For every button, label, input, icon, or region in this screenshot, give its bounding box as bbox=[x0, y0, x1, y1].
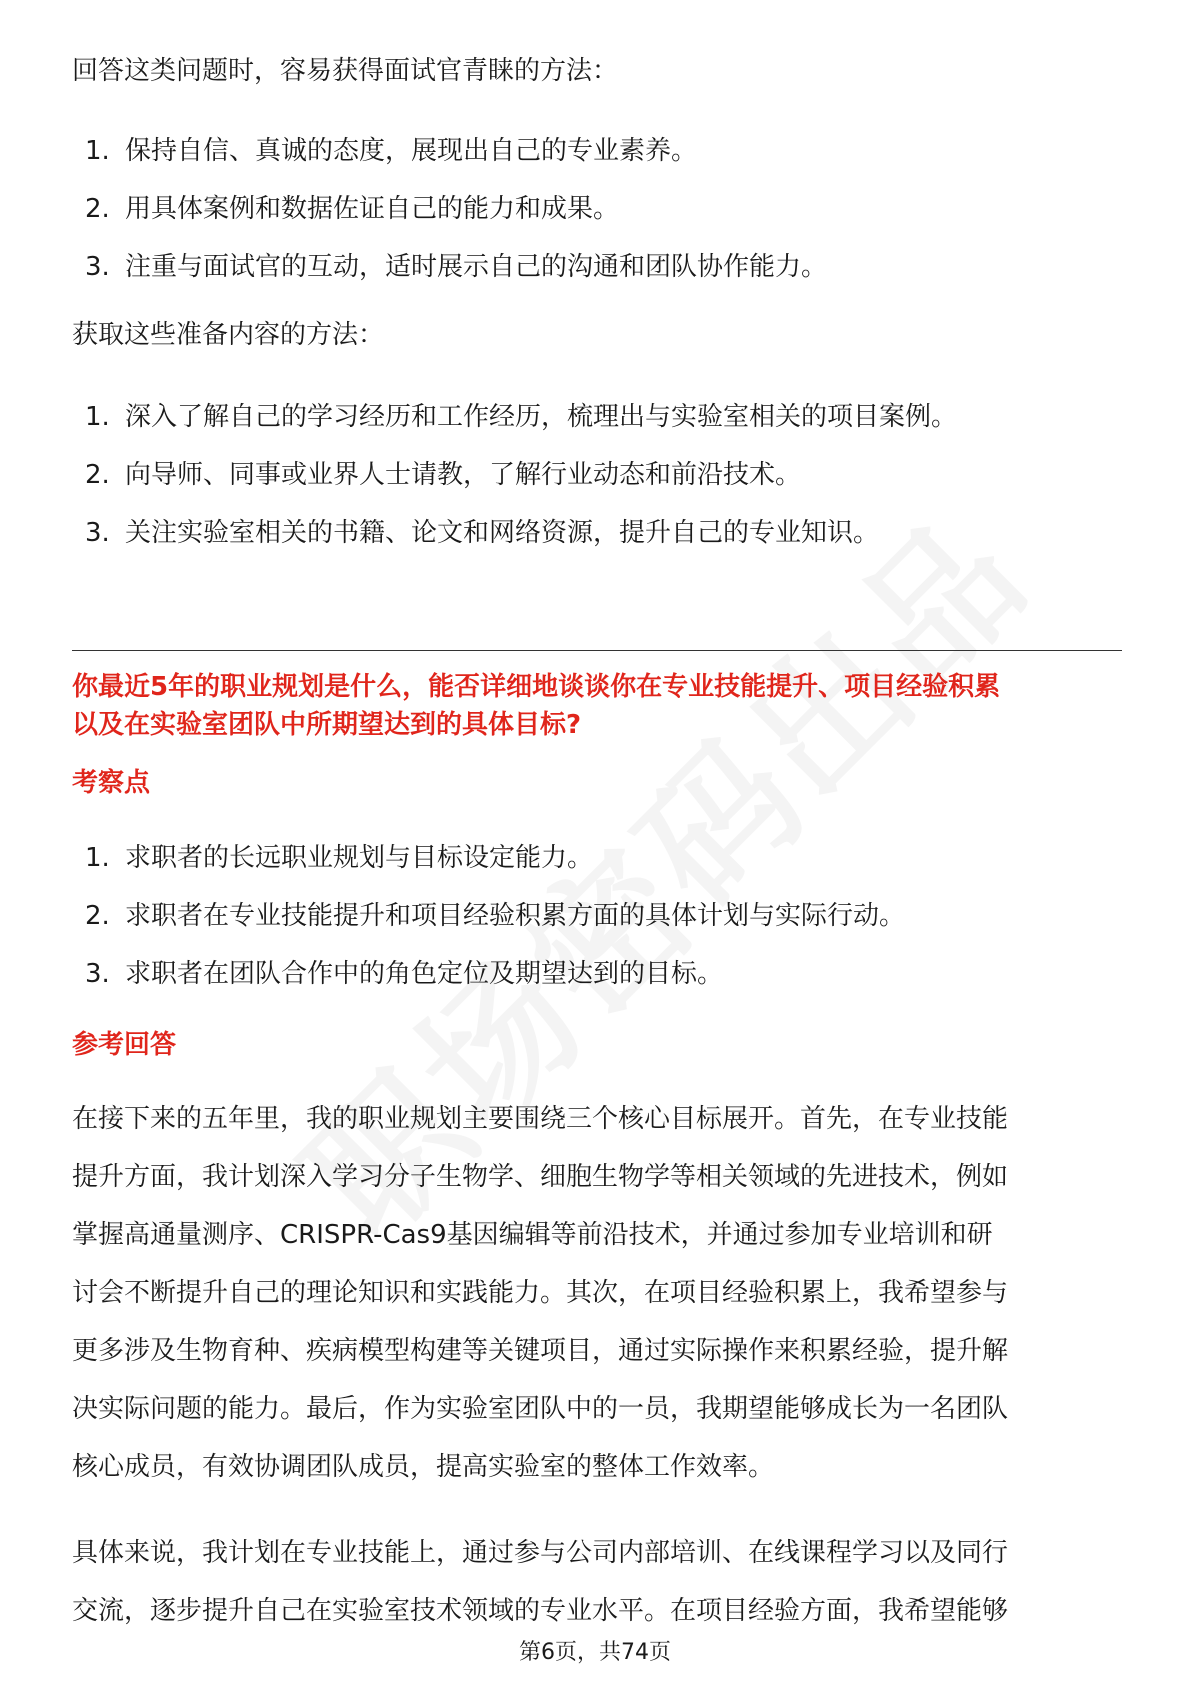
intro-paragraph-1: 回答这类问题时，容易获得面试官青睐的方法： bbox=[72, 56, 619, 86]
page-footer: 第6页，共74页 bbox=[519, 1640, 671, 1665]
section-divider bbox=[72, 650, 1122, 651]
list-item-text: 用具体案例和数据佐证自己的能力和成果。 bbox=[125, 194, 620, 224]
list-item-text: 注重与面试官的互动，适时展示自己的沟通和团队协作能力。 bbox=[125, 252, 828, 282]
list-number: 1. bbox=[85, 843, 110, 873]
list-item-text: 求职者在团队合作中的角色定位及期望达到的目标。 bbox=[125, 959, 724, 989]
list-item bbox=[72, 402, 957, 460]
list-item-text: 保持自信、真诚的态度，展现出自己的专业素养。 bbox=[125, 136, 698, 166]
question-line-1: 你最近5年的职业规划是什么，能否详细地谈谈你在专业技能提升、项目经验积累 bbox=[72, 672, 1001, 702]
list-number: 3. bbox=[85, 959, 110, 989]
list-item bbox=[72, 252, 827, 310]
question-line-2: 以及在实验室团队中所期望达到的具体目标? bbox=[72, 710, 582, 740]
list-number: 3. bbox=[85, 518, 110, 548]
list-item-text: 关注实验室相关的书籍、论文和网络资源，提升自己的专业知识。 bbox=[125, 518, 880, 548]
preparation-list bbox=[72, 402, 957, 576]
list-item-text: 求职者在专业技能提升和项目经验积累方面的具体计划与实际行动。 bbox=[125, 901, 906, 931]
question-heading bbox=[72, 668, 1132, 744]
answer-line: 讨会不断提升自己的理论知识和实践能力。其次，在项目经验积累上，我希望参与 bbox=[72, 1278, 1009, 1308]
list-number: 2. bbox=[85, 901, 110, 931]
list-number: 3. bbox=[85, 252, 110, 282]
focus-heading: 考察点 bbox=[72, 768, 151, 798]
list-number: 2. bbox=[85, 460, 110, 490]
list-number: 1. bbox=[85, 136, 110, 166]
list-item-text: 向导师、同事或业界人士请教，了解行业动态和前沿技术。 bbox=[125, 460, 802, 490]
answer-line: 在接下来的五年里，我的职业规划主要围绕三个核心目标展开。首先，在专业技能 bbox=[72, 1104, 1009, 1134]
list-number: 1. bbox=[85, 402, 110, 432]
tips-list bbox=[72, 136, 827, 310]
answer-paragraph-2 bbox=[72, 1524, 1132, 1640]
focus-list bbox=[72, 843, 905, 1017]
answer-line: 更多涉及生物育种、疾病模型构建等关键项目，通过实际操作来积累经验，提升解 bbox=[72, 1336, 1009, 1366]
list-item bbox=[72, 901, 905, 959]
answer-line: 具体来说，我计划在专业技能上，通过参与公司内部培训、在线课程学习以及同行 bbox=[72, 1538, 1009, 1568]
list-item bbox=[72, 959, 905, 1017]
answer-line: 核心成员，有效协调团队成员，提高实验室的整体工作效率。 bbox=[72, 1452, 775, 1482]
answer-line: 交流，逐步提升自己在实验室技术领域的专业水平。在项目经验方面，我希望能够 bbox=[72, 1596, 1009, 1626]
answer-heading: 参考回答 bbox=[72, 1030, 177, 1060]
intro-paragraph-2: 获取这些准备内容的方法： bbox=[72, 320, 385, 350]
list-item bbox=[72, 194, 827, 252]
answer-line: 决实际问题的能力。最后，作为实验室团队中的一员，我期望能够成长为一名团队 bbox=[72, 1394, 1009, 1424]
answer-line: 掌握高通量测序、CRISPR-Cas9基因编辑等前沿技术，并通过参加专业培训和研 bbox=[72, 1220, 993, 1250]
list-number: 2. bbox=[85, 194, 110, 224]
list-item bbox=[72, 843, 905, 901]
list-item bbox=[72, 518, 957, 576]
answer-paragraph-1 bbox=[72, 1090, 1132, 1496]
list-item-text: 求职者的长远职业规划与目标设定能力。 bbox=[125, 843, 594, 873]
answer-line: 提升方面，我计划深入学习分子生物学、细胞生物学等相关领域的先进技术，例如 bbox=[72, 1162, 1009, 1192]
list-item bbox=[72, 460, 957, 518]
list-item bbox=[72, 136, 827, 194]
list-item-text: 深入了解自己的学习经历和工作经历，梳理出与实验室相关的项目案例。 bbox=[125, 402, 958, 432]
